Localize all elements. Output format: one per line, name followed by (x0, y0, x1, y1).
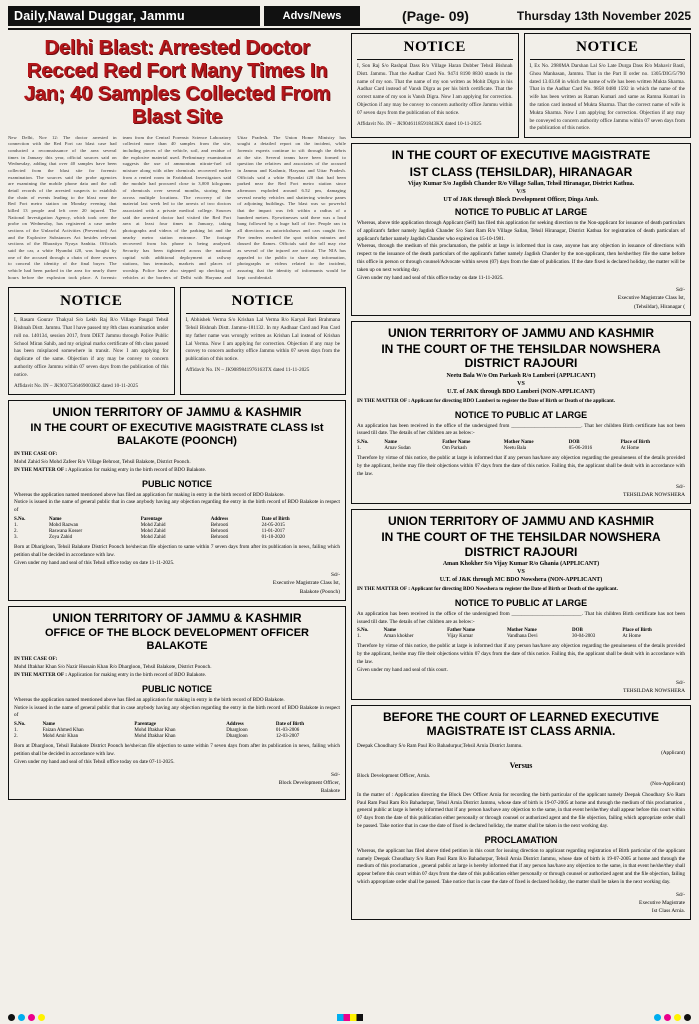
signature-mark: Sd/- (331, 572, 340, 579)
signer-line-2: Ist Class Arnia. (651, 907, 685, 914)
cell-parentage: Mohd Zahid (140, 522, 166, 528)
th-parentage: Parentage (134, 722, 156, 728)
th-sno: S.No. (14, 722, 26, 728)
section-label: Advs/News (264, 6, 360, 26)
para-1: An application has been received in the office of the undersigned from ___________________________. That her children Birth certificate has not been issued till date. The details of her children are as below:- (357, 422, 685, 437)
respondent-name: Block Development Officer, Arnia. (357, 773, 431, 780)
th-address: Address (210, 516, 229, 522)
matter-value: Application for making entry in the birth record of BDO Balakote. (67, 466, 207, 473)
signer-line-2: Balakote (320, 787, 340, 794)
th-address: Address (226, 722, 244, 728)
versus-label: VS (517, 569, 525, 575)
th-dob: Date of Birth (261, 516, 290, 522)
court-heading-2: IN THE COURT OF THE TEHSILDAR NOWSHERA DISTRICT RAJOURI (381, 342, 661, 371)
balakote-magistrate-notice (8, 400, 346, 600)
cell-dob: 01-03-2006 (275, 728, 300, 734)
versus-label: V/S (516, 188, 526, 195)
th-dob: DOB (571, 628, 583, 634)
registration-dot-cyan (18, 1014, 25, 1021)
th-name: Name (383, 628, 397, 634)
th-dob: DOB (568, 440, 580, 446)
court-heading-2: IN THE COURT OF EXECUTIVE MAGISTRATE CLASS Ist BALAKOTE (POONCH) (30, 421, 324, 447)
cell-mother: Vandhana Devi (506, 634, 538, 640)
th-place: Place of Birth (620, 440, 651, 446)
registration-dot-black (8, 1014, 15, 1021)
para-2: Whereas, through the medium of this proclamation, the public at large is informed that in case, anyone has any objection in issuance of directions with respect to the issuance of the death particulars of the applicant's father namely Jagdish Chander by the non-applicant, then he/she/they file the same before this office in person or through counsel/Advocate within seven (07) days from the date of publication. If the date fixed is declared holiday, the matter will be taken up on next working day. (357, 243, 685, 273)
table-row (14, 535, 340, 541)
cell-address: Behrooti (210, 534, 229, 540)
notice-body: I, Ex No. 2980MA Darshan Lal S/o Late Durga Dass R/o Mahavir Basti, Ghou Manhasan, Jammu. That in the Part II order no. 1305/DIG/5/790 dated 13.03.68 in which the name of wife has been written Mukta Sharma. That in the Aadhar Card No. 9858 0480 1592 in which the name of the wife has been written as Raman Kumari and same as Ramna Kumari in the ration card instead of Mukta Sharma. That the correct name of wife is Mukta Sharma. Now I am applying for correction. Objection if any may be conveyed to concern authority office Jammu within 07 seven days from the publication of this notice. (529, 63, 685, 132)
registration-dot-yellow (674, 1014, 681, 1021)
respondent-tag: (Non-Applicant) (650, 780, 685, 787)
page-columns (8, 33, 691, 925)
cell-parentage: Mohd Iftakhar Khan (134, 734, 176, 740)
para-2: Therefore by virtue of this notice, the public at large is informed that if any person has/have any objection regarding the genuineness of the details provided by the applicant, he/she may file their objections within 07 days from the date of this notice. Failing this, the applicant shall be dealt with in accordance with the law. (357, 455, 685, 477)
th-mother: Mother Name (506, 628, 537, 634)
signer-line-2: (Tehsildar), Hiranagar ( (634, 303, 685, 310)
respondent-name: U.T. of J&K through MC BDO Nowshera (NON-APPLICANT) (439, 577, 603, 583)
signer-line-1: TEHSILDAR NOWSHERA (623, 687, 685, 694)
para-4: Given under my hand and seal of this Tehsil office today on date 11-11-2025. (14, 559, 175, 566)
notice-box-3 (351, 33, 519, 138)
nowshera-court-notice-2 (351, 509, 691, 700)
para-1: Whereas, the applicant has filed above titled petition in this court for issuing direction to applicant regarding registration of Birth particular of the applicant namely Deepak Choudhary S/o Ram Paul Ram R/o Bahadurpur, Tehsil Arnia District Jammu, whose date of birth is 19-07-2005 at home and through the medium of this proclamation , general public at large is hereby informed that if any person has/have any objection to the same, in that event he/she/they shall appear before this court within 07 days from the date of this publication either personally or through counsel or authorized agent and the file objection, failing which appropriate order shall be passed. Take notice that in case the date of fixed is declared holiday, the matter shall be taken in the next working day. (357, 847, 685, 885)
cell-address: Dhargloon (226, 734, 248, 740)
para-2: Therefore by virtue of this notice, the public at large is informed that if any person has/have any objection regarding the genuineness of the details provided by the applicant, he/she may file their objections within 07 days from the date of this notice. Failing this, the applicant shall be dealt with in accordance with the law. (357, 643, 685, 665)
divider (186, 313, 341, 314)
versus-label: Versus (509, 761, 533, 771)
signer-line-1: TEHSILDAR NOWSHERA (623, 491, 685, 498)
court-heading-1: UNION TERRITORY OF JAMMU AND KASHMIR (387, 513, 654, 528)
table-row (357, 446, 685, 452)
th-sno: S.No. (357, 628, 369, 634)
cell-sno: 2. (14, 734, 18, 740)
divider (357, 59, 513, 60)
para-1: Whereas the application named mentioned above has filed an application for making in entry in the birth record of BDO Balakote. (14, 696, 285, 703)
cell-sno: 1. (14, 522, 18, 528)
th-place: Place of Birth (622, 628, 652, 634)
cell-parentage: Mohd Iftakhar Khan (134, 728, 176, 734)
notice-box-4 (524, 33, 692, 138)
court-heading-1: UNION TERRITORY OF JAMMU AND KASHMIR (387, 325, 654, 340)
registration-dot-yellow (38, 1014, 45, 1021)
case-value: Mohd Iftakhar Khan S/o Nazir Hussain Khan R/o Dhargloon, Tehsil Balakote, District Poonch. (14, 664, 212, 671)
nowshera-2-table (357, 628, 685, 640)
cell-dob: 11-01-2017 (261, 528, 285, 534)
notice-box-2 (180, 287, 347, 395)
notice-box-1 (8, 287, 175, 395)
para-1: Whereas, above title application through Applicant (Self) has filed this application for seeking direction to the Non-applicant for issuance of death particulars of applicant's father namely Jagdish Chander S/o Sant Ram R/o Village Sallan, Tehsil Hiranagar, District Kathua for registration of death particulars of applicant's father namely Jagdish Chander who expired on 15-10-1981. (357, 219, 685, 242)
registration-dot-magenta (664, 1014, 671, 1021)
cell-parentage: Mohd Zahid (140, 534, 166, 540)
th-father: Father Name (442, 440, 471, 446)
cell-sno: 2. (14, 528, 18, 534)
proclamation-subhead: PROCLAMATION (484, 834, 558, 845)
divider (530, 59, 686, 60)
cell-address: Behrooti (210, 522, 229, 528)
left-notice-pair (8, 287, 346, 400)
cell-dob: 12-03-2007 (275, 734, 300, 740)
th-father: Father Name (447, 628, 476, 634)
table-row (357, 634, 685, 640)
notice-title: NOTICE (576, 39, 639, 55)
para-3: Born at Dhargloon, Tehsil Balakote District Poonch he/she/can file objection to same within 7 seven days from after its publication in news, failing which petition shall be decided in accordance with law. (14, 743, 340, 758)
para-1: Whereas the application named mentioned above has filed an application for making in entry in the birth record of BDO Balakote. (14, 491, 285, 498)
cell-dob: 05-06-2016 (568, 446, 593, 452)
court-heading-1: UNION TERRITORY OF JAMMU & KASHMIR (52, 405, 302, 420)
cell-name: Faizan Ahmed Khan (42, 728, 84, 734)
th-dob: Date of Birth (275, 722, 304, 728)
court-heading-1: BEFORE THE COURT OF LEARNED EXECUTIVE MAGISTRATE IST CLASS ARNIA. (382, 709, 660, 739)
cell-sno: 1. (14, 728, 18, 734)
applicant-name: Neetu Bala W/o Om Parkash R/o Lamberi (APPLICANT) (446, 372, 596, 379)
notice-subhead: NOTICE TO PUBLIC AT LARGE (454, 206, 588, 217)
nowshera-court-notice-1 (351, 321, 691, 504)
cell-name: Mohd Amir Khan (42, 734, 79, 740)
notice-title: NOTICE (231, 293, 294, 310)
hiranagar-court-notice (351, 143, 691, 315)
para-2: Notice is issued in the name of general public that in case anybody having any objection regarding the entry in the birth record of BDO Balakote in respect of (14, 499, 340, 514)
cell-name: Raswana Kosser (48, 528, 83, 534)
case-value: Mohd Zahid S/o Mohd Zafeer R/o Village Behroot, Tehsil Balakote, District Poonch. (14, 458, 191, 465)
balakote-bdo-notice (8, 606, 346, 800)
cell-father: Vijay Kumar (447, 634, 474, 640)
matter-line: IN THE MATTER OF : Applicant for directing BDO Nowshera to register the Date of Birth or Death of the applicant. (357, 586, 618, 592)
notice-body: I, Abhishek Verma S/o Krishan Lal Verma R/o Karyal Bari Brahmana Tehsil Bishnah Distt. Jammu-181132. In my Aadhaar Card and Pan Card my father name was wrongly written as Krishan Lal instead of Krishan Lal Verma. Now I am applying for correction. Objection if any may be convey to concern authority office Jammu within 07 seven days from the publication of this notice. (185, 317, 340, 363)
publication-title: Daily,Nawal Duggar, Jammu (8, 6, 260, 26)
applicant-name: Vijay Kumar S/o Jagdish Chander R/o Village Sallan, Tehsil Hiranagar, District Kathua. (407, 180, 635, 187)
matter-line: IN THE MATTER OF : Applicant for directing BDO Lamberi to register the Date of Birth or Death of the applicant. (357, 397, 616, 404)
table-row (14, 734, 340, 740)
signer-line-1: Executive Magistrate Class Ist, (617, 295, 685, 302)
nowshera-1-table (357, 440, 685, 452)
signer-line-1: Executive Magistrate (639, 899, 685, 906)
public-notice-subhead: PUBLIC NOTICE (141, 478, 212, 489)
matter-label: IN THE MATTER OF : (14, 466, 67, 473)
balakote-1-table (14, 517, 340, 541)
court-heading-2: IST CLASS (TEHSILDAR), HIRANAGAR (409, 164, 633, 179)
cell-place: At Home (620, 446, 640, 452)
cell-sno: 3. (14, 534, 18, 540)
color-registration-marks (8, 1013, 691, 1022)
cell-dob: 24-05-2015 (261, 522, 285, 528)
th-mother: Mother Name (503, 440, 534, 446)
balakote-2-table (14, 722, 340, 740)
arnia-court-notice (351, 705, 691, 920)
lead-body: New Delhi, Nov 12: The doctor arrested in connection with the Red Fort car blast case had conducted a reconnaissance of the area several times in January this year, official sources said on Wednesday, adding that over 40 samples have been collected from the blast site for forensic examination. The sources said the probe agencies are examining the mobile phone data and the call detail records of the arrested suspects to establish the chain of events leading to the blast near the Red Fort metro station on Monday evening that killed 13 people and left over 20 injured. The National Investigation Agency, which took over the probe on Wednesday, has registered a case under sections of the Unlawful Activities (Prevention) Act and the Explosive Substances Act besides relevant sections of the Bharatiya Nyaya Sanhita. Officials said the car, a white Hyundai i20, was bought by one of the accused through a chain of three owners to conceal the identity of the final buyer. The vehicle had been parked in the area for nearly three hours before the explosion took place. A forensic team from the Central Forensic Science Laboratory collected more than 40 samples from the site, including pieces of the vehicle, soil, and residue of the explosive material used. Preliminary examination suggests the use of ammonium nitrate-fuel oil mixture along with other chemicals recovered earlier from a rented room in Faridabad. Investigators said the module had procured close to 3,000 kilograms of chemicals over several months, storing them across multiple locations. The recovery of the material last week led to the arrests of two doctors associated with a private medical college. Sources said the arrested doctor had visited the Red Fort area at least four times in January, taking photographs and videos of the parking lot and the nearby metro station entrance. The footage recovered from his phone is being analysed. Security has been tightened across the national capital with additional deployment at railway stations, bus terminals, markets and places of worship. Police have also stepped up checking of vehicles at the borders of Delhi with Haryana and Uttar Pradesh. The Union Home Ministry has sought a detailed report on the incident, while forensic experts continue to sift through the debris at the site. Several teams have been formed to question the relatives and associates of the accused in Jammu and Kashmir, Haryana and Uttar Pradesh. Officials said a white Hyundai i20 that had been parked near the Red Fort metro station since afternoon exploded around 6.52 pm, damaging several nearby vehicles and shattering window panes of adjoining buildings. The blast was so powerful that the impact was felt within a radius of a hundred metres. Eyewitnesses said there was a loud bang followed by a huge ball of fire. People ran in all directions as autorickshaws and cars caught fire. Fire tenders reached the spot within minutes and doused the flames. Officials said the toll may rise as several of the injured are critical. The NIA has appealed to the public to share any information, photographs or videos related to the incident, assuring that the identity of informants would be kept confidential. (8, 134, 346, 280)
versus-label: VS (517, 380, 525, 387)
public-notice-subhead: PUBLIC NOTICE (141, 683, 212, 694)
color-bar (337, 1014, 363, 1021)
registration-dots-left (8, 1014, 45, 1021)
signer-line-1: Block Development Officer, (278, 779, 340, 786)
notice-subhead: NOTICE TO PUBLIC AT LARGE (454, 597, 588, 608)
registration-dots-right (654, 1014, 691, 1021)
cell-sno: 1. (357, 634, 361, 640)
masthead (8, 6, 691, 30)
cell-place: At Home (622, 634, 641, 640)
cell-address: Behrooti (210, 528, 229, 534)
case-label: IN THE CASE OF: (14, 656, 58, 663)
affidavit-number: Affidavit No. IN – JK9089841976163TX dated 11-11-2025 (185, 367, 310, 374)
respondent-name: UT of J&K through Block Development Officer, Dinga Amb. (443, 196, 599, 203)
signature-mark: Sd/- (676, 679, 685, 686)
applicant-name: Aman Khokher S/o Vijay Kumar R/o Ghania (APPLICANT) (442, 561, 600, 567)
para-2: Notice is issued in the name of general public that in case anybody having any objection regarding the entry in the birth record of BDO Balakote in respect of (14, 704, 340, 719)
signer-line-2: Balakote (Poonch) (299, 588, 340, 595)
notice-body: I, Rasam Gourav Thakyal S/o Lekh Raj R/o Village Paugal Tehsil Bishnah Distt. Jammu. That I have passed my 8th class examination under roll no. 140134, session 2017, from DIET Jammu through Police Public School Miran Sahib, and my original marks certificate of 8th class passed has been misplaced somewhere in transit. Now I am applying for duplicate of the same. Objection if any may be convey to concern authority office Jammu within 07 seven days from the publication of this notice. (14, 317, 169, 378)
cell-father: Om Parkash (442, 446, 467, 452)
case-label: IN THE CASE OF: (14, 451, 58, 458)
cell-name: Aman khokher (383, 634, 414, 640)
page-number: (Page- 09) (402, 8, 469, 24)
notice-body: I, Son Raj S/o Rashpal Dass R/o Village Haran Dubber Tehsil Bishnah Distt. Jammu. That the Aadhar Card No. 9474 8190 8830 stands in the name of my son. That the name of my son written as Mohit Digra in his Aadhar Card instead of Vansh Digra as per his birth certificate. That the correct name of my son is Vansh Digra. Now I am applying for correction. Objection if any may be convey to concern authority office Jammu within 07 seven days from the publication of this notice. (357, 63, 513, 116)
divider (14, 313, 169, 314)
cell-name: Mohd Razwan (48, 522, 79, 528)
registration-dot-magenta (28, 1014, 35, 1021)
para-1: An application has been received in the office of the undersigned from ___________________________. That his children Birth certificate has not been issued till date. The details of her children are as below:- (357, 610, 685, 625)
th-name: Name (48, 516, 62, 522)
para-3: Given under my hand and seal of this court. (357, 666, 448, 673)
court-heading-2: IN THE COURT OF THE TEHSILDAR NOWSHERA DISTRICT RAJOURI (381, 530, 661, 559)
applicant-name: Deepak Choudhary S/o Ram Paul R/o Bahadurpur,Tehsil Arnia District Jammu. (357, 742, 523, 749)
left-column (8, 33, 346, 805)
cell-address: Dhargloon (226, 728, 248, 734)
signature-mark: Sd/- (676, 483, 685, 490)
affidavit-number: Affidavit No. IN – JK9046118591843KX dated 10-11-2025 (357, 120, 482, 127)
th-parentage: Parentage (140, 516, 163, 522)
th-sno: S.No. (357, 440, 369, 446)
registration-dot-cyan (654, 1014, 661, 1021)
matter-value: Application for making entry in the birth record of BDO Balakote. (67, 672, 207, 679)
signature-mark: Sd/- (331, 771, 340, 778)
cell-mother: Neetu Bala (503, 446, 527, 452)
para-4: Given under my hand and seal of this Tehsil office today on date 07-11-2025. (14, 758, 175, 765)
notice-title: NOTICE (403, 39, 466, 55)
cell-dob: 01-10-2020 (261, 534, 285, 540)
notice-subhead: NOTICE TO PUBLIC AT LARGE (454, 409, 588, 420)
para-3: Given under my hand and seal of this office today on date 11-11-2025. (357, 274, 504, 281)
cell-sno: 1. (357, 446, 361, 452)
cell-dob: 30-04-2003 (571, 634, 596, 640)
court-heading-1: IN THE COURT OF EXECUTIVE MAGISTRATE (391, 148, 651, 163)
matter-line: In the matter of : Application directing the Block Dev Officer Arnia for recording the birth particular of the applicant namely Deepak Choudhary S/o Ram Paul Ram Paul Ram R/o Bahadurpur, Tehsil Arnia District Jammu, whose date of birth is 19-07-2005 at home and through the medium of this proclamation , general public at large is hereby informed that if any person has/have any objection to the same, in that event he/she/they shall appear before this court within 07 days from the date of this publication either personally or through counsel or authorized agent and the file objection, failing which appropriate order shall be passed. Take notice that in case the date of fixed is declared holiday, the matter shall be taken in the next working day. (357, 791, 685, 829)
cell-name: Arnav Sudan (384, 446, 411, 452)
registration-dot-black (684, 1014, 691, 1021)
signature-mark: Sd/- (676, 891, 685, 898)
th-name: Name (42, 722, 56, 728)
th-sno: S.No. (14, 516, 26, 522)
right-column (351, 33, 691, 925)
th-name: Name (384, 440, 397, 446)
lead-headline: Delhi Blast: Arrested Doctor Recced Red Fort Many Times In Jan; 40 Samples Collected From Blast Site (23, 36, 331, 128)
para-3: Born at Dharigloon, Tehsil Balakote District Poonch he/she/can file objection to same within 7 seven days from after its publication in news, failing which petition shall be decided in accordance with law. (14, 543, 340, 558)
cell-parentage: Mohd Zahid (140, 528, 166, 534)
signature-mark: Sd/- (676, 287, 685, 294)
respondent-name: U.T. of J&K through BDO Lamberi (NON-APPLICANT) (447, 388, 595, 395)
issue-date: Thursday 13th November 2025 (516, 9, 691, 23)
court-heading-2: OFFICE OF THE BLOCK DEVELOPMENT OFFICER BALAKOTE (45, 627, 309, 653)
court-heading-1: UNION TERRITORY OF JAMMU & KASHMIR (52, 610, 302, 625)
signer-line-1: Executive Magistrate Class Ist, (272, 580, 340, 587)
matter-label: IN THE MATTER OF : (14, 672, 67, 679)
notice-title: NOTICE (60, 293, 123, 310)
top-notice-pair (351, 33, 691, 143)
cell-name: Zoya Zahid (48, 534, 73, 540)
applicant-tag: (Applicant) (661, 750, 685, 757)
affidavit-number: Affidavit No. IN – JK9037536469003KZ dated 10-11-2025 (14, 382, 139, 389)
